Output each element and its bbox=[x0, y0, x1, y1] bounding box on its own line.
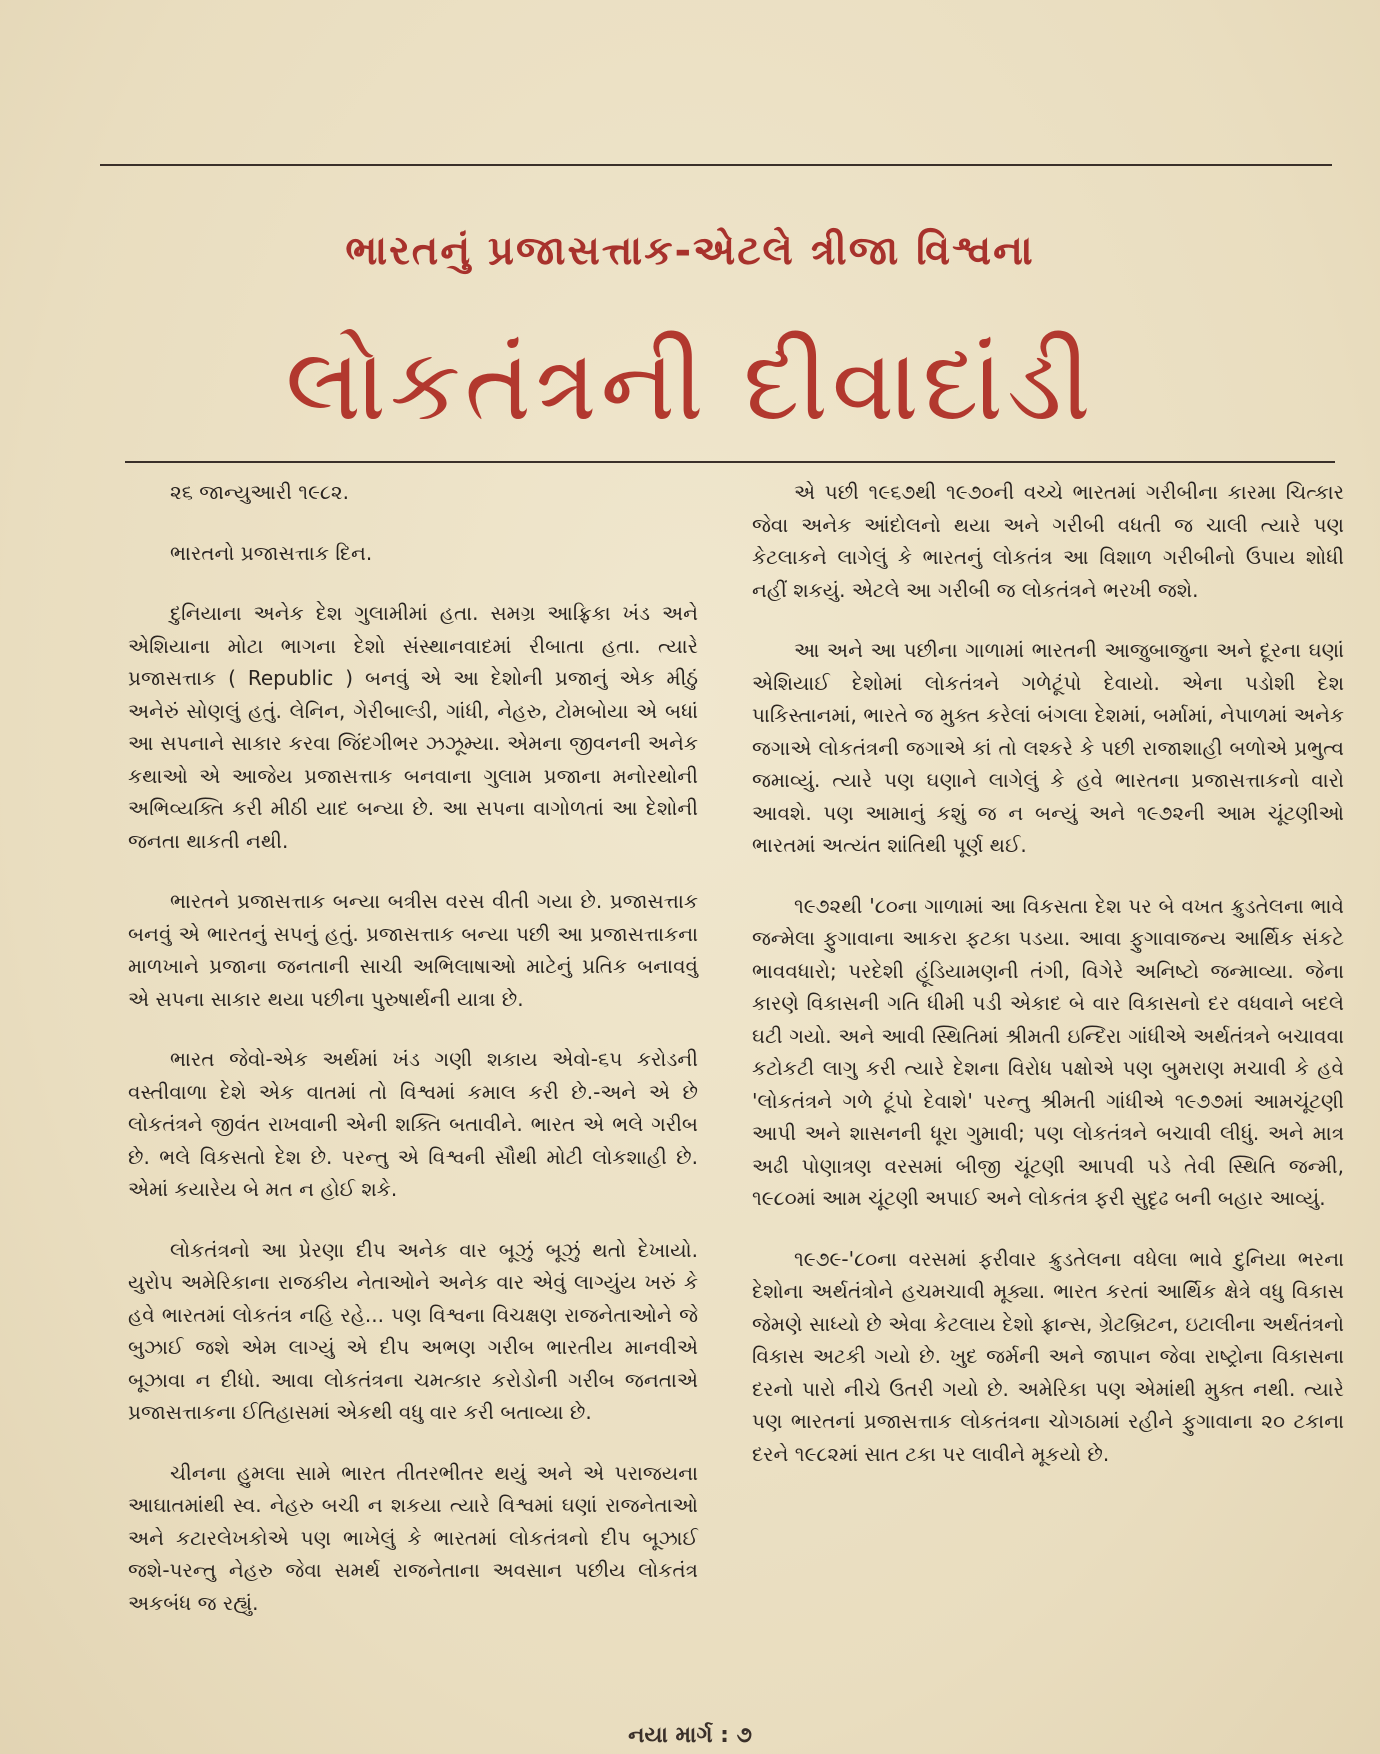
paragraph: ૧૯૭૨થી '૮૦ના ગાળામાં આ વિકસતા દેશ પર બે વખત ક્રુડતેલના ભાવે જન્મેલા ફુગાવાના આકરા ફટકા પડયા. આવા ફુગાવાજન્ય આર્થિક સંકટે ભાવવધારો; પરદેશી હૂંડિયામણની તંગી, વિગેરે અનિષ્ટો જન્માવ્યા. જેના કારણે વિકાસની ગતિ ધીમી પડી એકાદ બે વાર વિકાસનો દર વધવાને બદલે ઘટી ગયો. અને આવી સ્થિતિમાં શ્રીમતી ઇન્દિરા ગાંધીએ અર્થતંત્રને બચાવવા કટોકટી લાગુ કરી ત્યારે દેશના વિરોધ પક્ષોએ પણ બુમરાણ મચાવી કે હવે 'લોકતંત્રને ગળે ટૂંપો દેવાશે' પરન્તુ શ્રીમતી ગાંધીએ ૧૯૭૭માં આમચૂંટણી આપી અને શાસનની ધૂરા ગુમાવી; પણ લોકતંત્રને બચાવી લીધું. અને માત્ર અઢી પોણાત્રણ વરસમાં બીજી ચૂંટણી આપવી પડે તેવી સ્થિતિ જન્મી, ૧૯૮૦માં આમ ચૂંટણી અપાઈ અને લોકતંત્ર ફરી સુદૃઢ બની બહાર આવ્યું. bbox=[752, 893, 1344, 1210]
headline-rule bbox=[125, 461, 1335, 463]
date-line: ૨૬ જાન્યુઆરી ૧૯૮૨. bbox=[170, 480, 350, 504]
subtitle-line: ભારતનો પ્રજાસત્તાક દિન. bbox=[170, 540, 373, 565]
paragraph: ૧૯૭૯-'૮૦ના વરસમાં ફરીવાર ક્રુડતેલના વધેલા ભાવે દુનિયા ભરના દેશોના અર્થતંત્રોને હચમચાવી મૂક્યા. ભારત કરતાં આર્થિક ક્ષેત્રે વધુ વિકાસ જેમણે સાધ્યો છે એવા કેટલાય દેશો ફ્રાન્સ, ગ્રેટબ્રિટન, ઇટાલીના અર્થતંત્રનો વિકાસ અટકી ગયો છે. ખુદ જર્મની અને જાપાન જેવા રાષ્ટ્રોના વિકાસના દરનો પારો નીચે ઉતરી ગયો છે. અમેરિકા પણ એમાંથી મુક્ત નથી. ત્યારે પણ ભારતનાં પ્રજાસત્તાક લોકતંત્રના ચોગઠામાં રહીને ફુગાવાના ૨૦ ટકાના દરને ૧૯૮૨માં સાત ટકા પર લાવીને મૂકયો છે. bbox=[752, 1246, 1344, 1466]
paragraph: એ પછી ૧૯૬૭થી ૧૯૭૦ની વચ્ચે ભારતમાં ગરીબીના કારમા ચિત્કાર જેવા અનેક આંદોલનો થયા અને ગરીબી વધતી જ ચાલી ત્યારે પણ કેટલાકને લાગેલું કે ભારતનું લોકતંત્ર આ વિશાળ ગરીબીનો ઉપાય શોધી નહીં શકયું. એટલે આ ગરીબી જ લોકતંત્રને ભરખી જશે. bbox=[752, 480, 1344, 602]
article-headline: લોકતંત્રની દીવાદાંડી bbox=[285, 326, 1095, 443]
paragraph: દુનિયાના અનેક દેશ ગુલામીમાં હતા. સમગ્ર આફ્રિકા ખંડ અને એશિયાના મોટા ભાગના દેશો સંસ્થાનવાદમાં રીબાતા હતા. ત્યારે પ્રજાસત્તાક ( Republic ) બનવું એ આ દેશોની પ્રજાનું એક મીઠું અનેરું સોણલું હતું. લેનિન, ગેરીબાલ્ડી, ગાંધી, નેહરુ, ટોમબોયા એ બધાં આ સપનાને સાકાર કરવા જિંદગીભર ઝઝૂમ્યા. એમના જીવનની અનેક કથાઓ એ આજેય પ્રજાસત્તાક બનવાના ગુલામ પ્રજાના મનોરથોની અભિવ્યક્તિ કરી મીઠી યાદ બન્યા છે. આ સપના વાગોળતાં આ દેશોની જનતા થાકતી નથી. bbox=[128, 601, 698, 853]
page-footer: નયા માર્ગ : ૭ bbox=[628, 1723, 752, 1748]
paragraph: ભારતને પ્રજાસત્તાક બન્યા બત્રીસ વરસ વીતી ગયા છે. પ્રજાસત્તાક બનવું એ ભારતનું સપનું હતું. પ્રજાસત્તાક બન્યા પછી આ પ્રજાસત્તાકના માળખાને પ્રજાના જનતાની સાચી અભિલાષાઓ માટેનું પ્રતિક બનાવવું એ સપના સાકાર થયા પછીના પુરુષાર્થની યાત્રા છે. bbox=[128, 889, 698, 1011]
paragraph: ભારત જેવો-એક અર્થમાં ખંડ ગણી શકાય એવો-૬૫ કરોડની વસ્તીવાળા દેશે એક વાતમાં તો વિશ્વમાં કમાલ કરી છે.-અને એ છે લોકતંત્રને જીવંત રાખવાની એની શક્તિ બતાવીને. ભારત એ ભલે ગરીબ છે. ભલે વિકસતો દેશ છે. પરન્તુ એ વિશ્વની સૌથી મોટી લોકશાહી છે. એમાં કયારેય બે મત ન હોઈ શકે. bbox=[128, 1047, 698, 1201]
top-rule bbox=[100, 164, 1332, 166]
article-kicker: ભારતનું પ્રજાસત્તાક-એટલે ત્રીજા વિશ્વના bbox=[345, 228, 1035, 274]
paragraph: ચીનના હુમલા સામે ભારત તીતરભીતર થયું અને એ પરાજયના આઘાતમાંથી સ્વ. નેહરુ બચી ન શકયા ત્યારે વિશ્વમાં ઘણાં રાજનેતાઓ અને કટારલેખકોએ પણ ભાખેલું કે ભારતમાં લોકતંત્રનો દીપ બૂઝાઈ જશે-પરન્તુ નેહરુ જેવા સમર્થ રાજનેતાના અવસાન પછીય લોકતંત્ર અકબંધ જ રહ્યું. bbox=[128, 1460, 698, 1615]
paragraph: આ અને આ પછીના ગાળામાં ભારતની આજુબાજુના અને દૂરના ઘણાં એશિયાઈ દેશોમાં લોકતંત્રને ગળેટૂંપો દેવાયો. એના પડોશી દેશ પાકિસ્તાનમાં, ભારતે જ મુક્ત કરેલાં બંગલા દેશમાં, બર્મામાં, નેપાળમાં અનેક જગાએ લોકતંત્રની જગાએ કાં તો લશ્કરે કે પછી રાજાશાહી બળોએ પ્રભુત્વ જમાવ્યું. ત્યારે પણ ઘણાને લાગેલું કે હવે ભારતના પ્રજાસત્તાકનો વારો આવશે. પણ આમાનું કશું જ ન બન્યું અને ૧૯૭૨ની આમ ચૂંટણીઓ ભારતમાં અત્યંત શાંતિથી પૂર્ણ થઈ. bbox=[752, 638, 1344, 857]
paragraph: લોકતંત્રનો આ પ્રેરણા દીપ અનેક વાર બૂઝું બૂઝું થતો દેખાયો. યુરોપ અમેરિકાના રાજકીય નેતાઓને અનેક વાર એવું લાગ્યુંય ખરું કે હવે ભારતમાં લોકતંત્ર નહિ રહે... પણ વિશ્વના વિચક્ષણ રાજનેતાઓને જે બુઝાઈ જશે એમ લાગ્યું એ દીપ અભણ ગરીબ ભારતીય માનવીએ બૂઝાવા ન દીધો. આવા લોકતંત્રના ચમત્કાર કરોડોની ગરીબ જનતાએ પ્રજાસત્તાકના ઈતિહાસમાં એકથી વધુ વાર કરી બતાવ્યા છે. bbox=[128, 1237, 698, 1424]
right-column bbox=[752, 476, 1344, 1498]
left-column bbox=[128, 476, 698, 1647]
